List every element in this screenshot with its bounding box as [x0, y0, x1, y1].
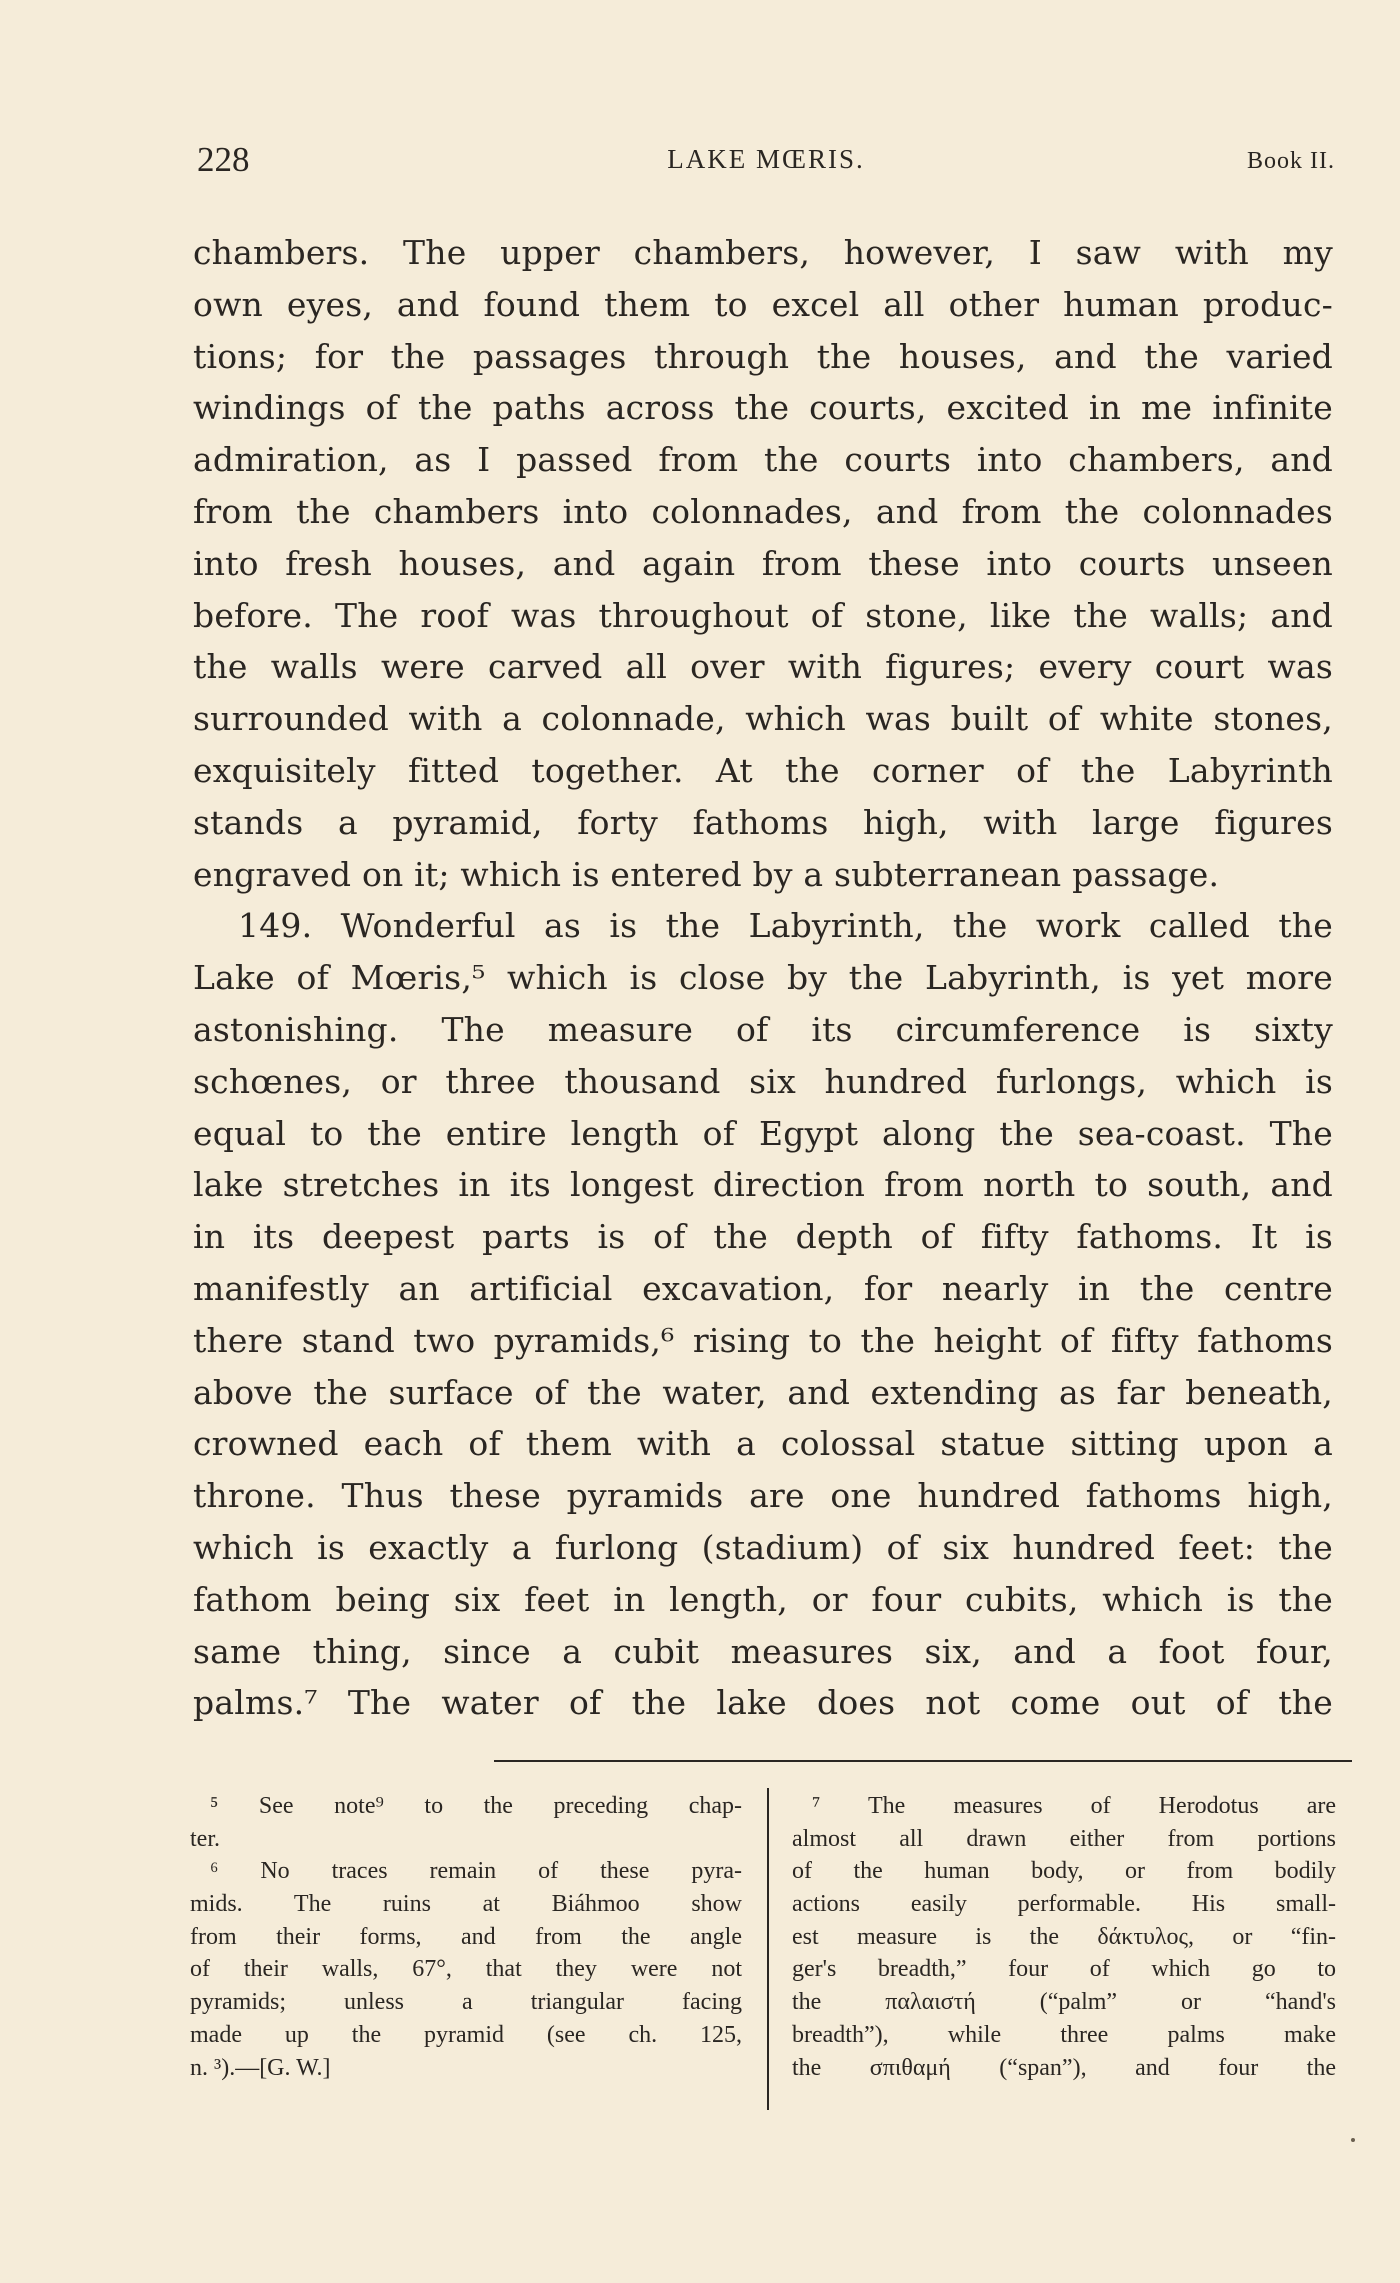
- text-line: from the chambers into colonnades, and from the colonnades: [193, 491, 1333, 531]
- text-line: admiration, as I passed from the courts into chambers, and: [193, 440, 1333, 480]
- footnotes-right-column: [792, 1790, 1336, 2084]
- text-line-section-149: 149. Wonderful as is the Labyrinth, the work called the: [238, 906, 1333, 946]
- footnote-line: of the human body, or from bodily: [792, 1858, 1336, 1885]
- text-line: surrounded with a colonnade, which was built of white stones,: [193, 699, 1333, 739]
- text-line: Lake of Mœris,⁵ which is close by the Labyrinth, is yet more: [193, 958, 1333, 998]
- footnote-line: ⁶ No traces remain of these pyra-: [210, 1858, 742, 1885]
- text-line: stands a pyramid, forty fathoms high, with large figures: [193, 802, 1333, 842]
- footnote-line: ger's breadth,” four of which go to: [792, 1956, 1336, 1983]
- footnote-line: made up the pyramid (see ch. 125,: [190, 2021, 742, 2048]
- text-line: astonishing. The measure of its circumference is sixty: [193, 1009, 1333, 1049]
- footnote-line: ⁷ The measures of Herodotus are: [812, 1793, 1336, 1819]
- text-line: which is exactly a furlong (stadium) of six hundred feet: the: [193, 1527, 1333, 1567]
- text-line: schœnes, or three thousand six hundred furlongs, which is: [193, 1061, 1333, 1101]
- main-text: [193, 227, 1333, 1729]
- text-line: equal to the entire length of Egypt along the sea-coast. The: [193, 1113, 1333, 1153]
- text-line: throne. Thus these pyramids are one hundred fathoms high,: [193, 1476, 1333, 1516]
- footnote-line: the παλαιστή (“palm” or “hand's: [792, 1989, 1336, 2016]
- text-line: engraved on it; which is entered by a subterranean passage.: [193, 854, 1220, 894]
- text-line: in its deepest parts is of the depth of fifty fathoms. It is: [193, 1217, 1333, 1257]
- text-line: same thing, since a cubit measures six, and a foot four,: [193, 1631, 1333, 1671]
- running-header: [197, 140, 1335, 186]
- footnote-line: almost all drawn either from portions: [792, 1825, 1336, 1852]
- footnote-line: est measure is the δάκτυλος, or “fin-: [792, 1923, 1336, 1950]
- footnote-line: ⁵ See note⁹ to the preceding chap-: [210, 1793, 742, 1819]
- footnote-line: pyramids; unless a triangular facing: [190, 1989, 742, 2016]
- text-line: the walls were carved all over with figures; every court was: [193, 647, 1333, 687]
- footnote-line: n. ³).—[G. W.]: [190, 2054, 331, 2081]
- text-line: fathom being six feet in length, or four cubits, which is the: [193, 1579, 1333, 1619]
- footnote-rule: [494, 1760, 1352, 1762]
- footnote-line: from their forms, and from the angle: [190, 1923, 742, 1950]
- running-title: LAKE MŒRIS.: [667, 144, 865, 174]
- text-line: tions; for the passages through the houses, and the varied: [193, 336, 1333, 376]
- footnotes-left-column: [190, 1790, 742, 2084]
- text-line: windings of the paths across the courts, excited in me infinite: [193, 388, 1333, 428]
- footnote-line: the σπιθαμή (“span”), and four the: [792, 2054, 1336, 2081]
- text-line: into fresh houses, and again from these into courts unseen: [193, 543, 1333, 583]
- footnote-line: of their walls, 67°, that they were not: [190, 1956, 742, 1983]
- text-line: crowned each of them with a colossal statue sitting upon a: [193, 1424, 1333, 1464]
- book-label: Book II.: [1247, 148, 1335, 174]
- footnote-line: ter.: [190, 1825, 220, 1852]
- text-line: own eyes, and found them to excel all other human produc-: [193, 284, 1333, 324]
- text-line: exquisitely fitted together. At the corner of the Labyrinth: [193, 750, 1333, 790]
- printer-mark: [1351, 2138, 1355, 2142]
- footnote-line: mids. The ruins at Biáhmoo show: [190, 1891, 742, 1918]
- text-line: there stand two pyramids,⁶ rising to the height of fifty fathoms: [193, 1320, 1333, 1360]
- page-number: 228: [197, 140, 250, 179]
- footnote-line: breadth”), while three palms make: [792, 2021, 1336, 2048]
- text-line: palms.⁷ The water of the lake does not come out of the: [193, 1683, 1333, 1723]
- text-line: chambers. The upper chambers, however, I saw with my: [193, 233, 1333, 272]
- footnote-column-divider: [767, 1788, 769, 2110]
- text-line: before. The roof was throughout of stone, like the walls; and: [193, 595, 1333, 635]
- text-line: above the surface of the water, and extending as far beneath,: [193, 1372, 1333, 1412]
- footnote-line: actions easily performable. His small-: [792, 1891, 1336, 1918]
- text-line: lake stretches in its longest direction from north to south, and: [193, 1165, 1333, 1205]
- text-line: manifestly an artificial excavation, for nearly in the centre: [193, 1268, 1333, 1308]
